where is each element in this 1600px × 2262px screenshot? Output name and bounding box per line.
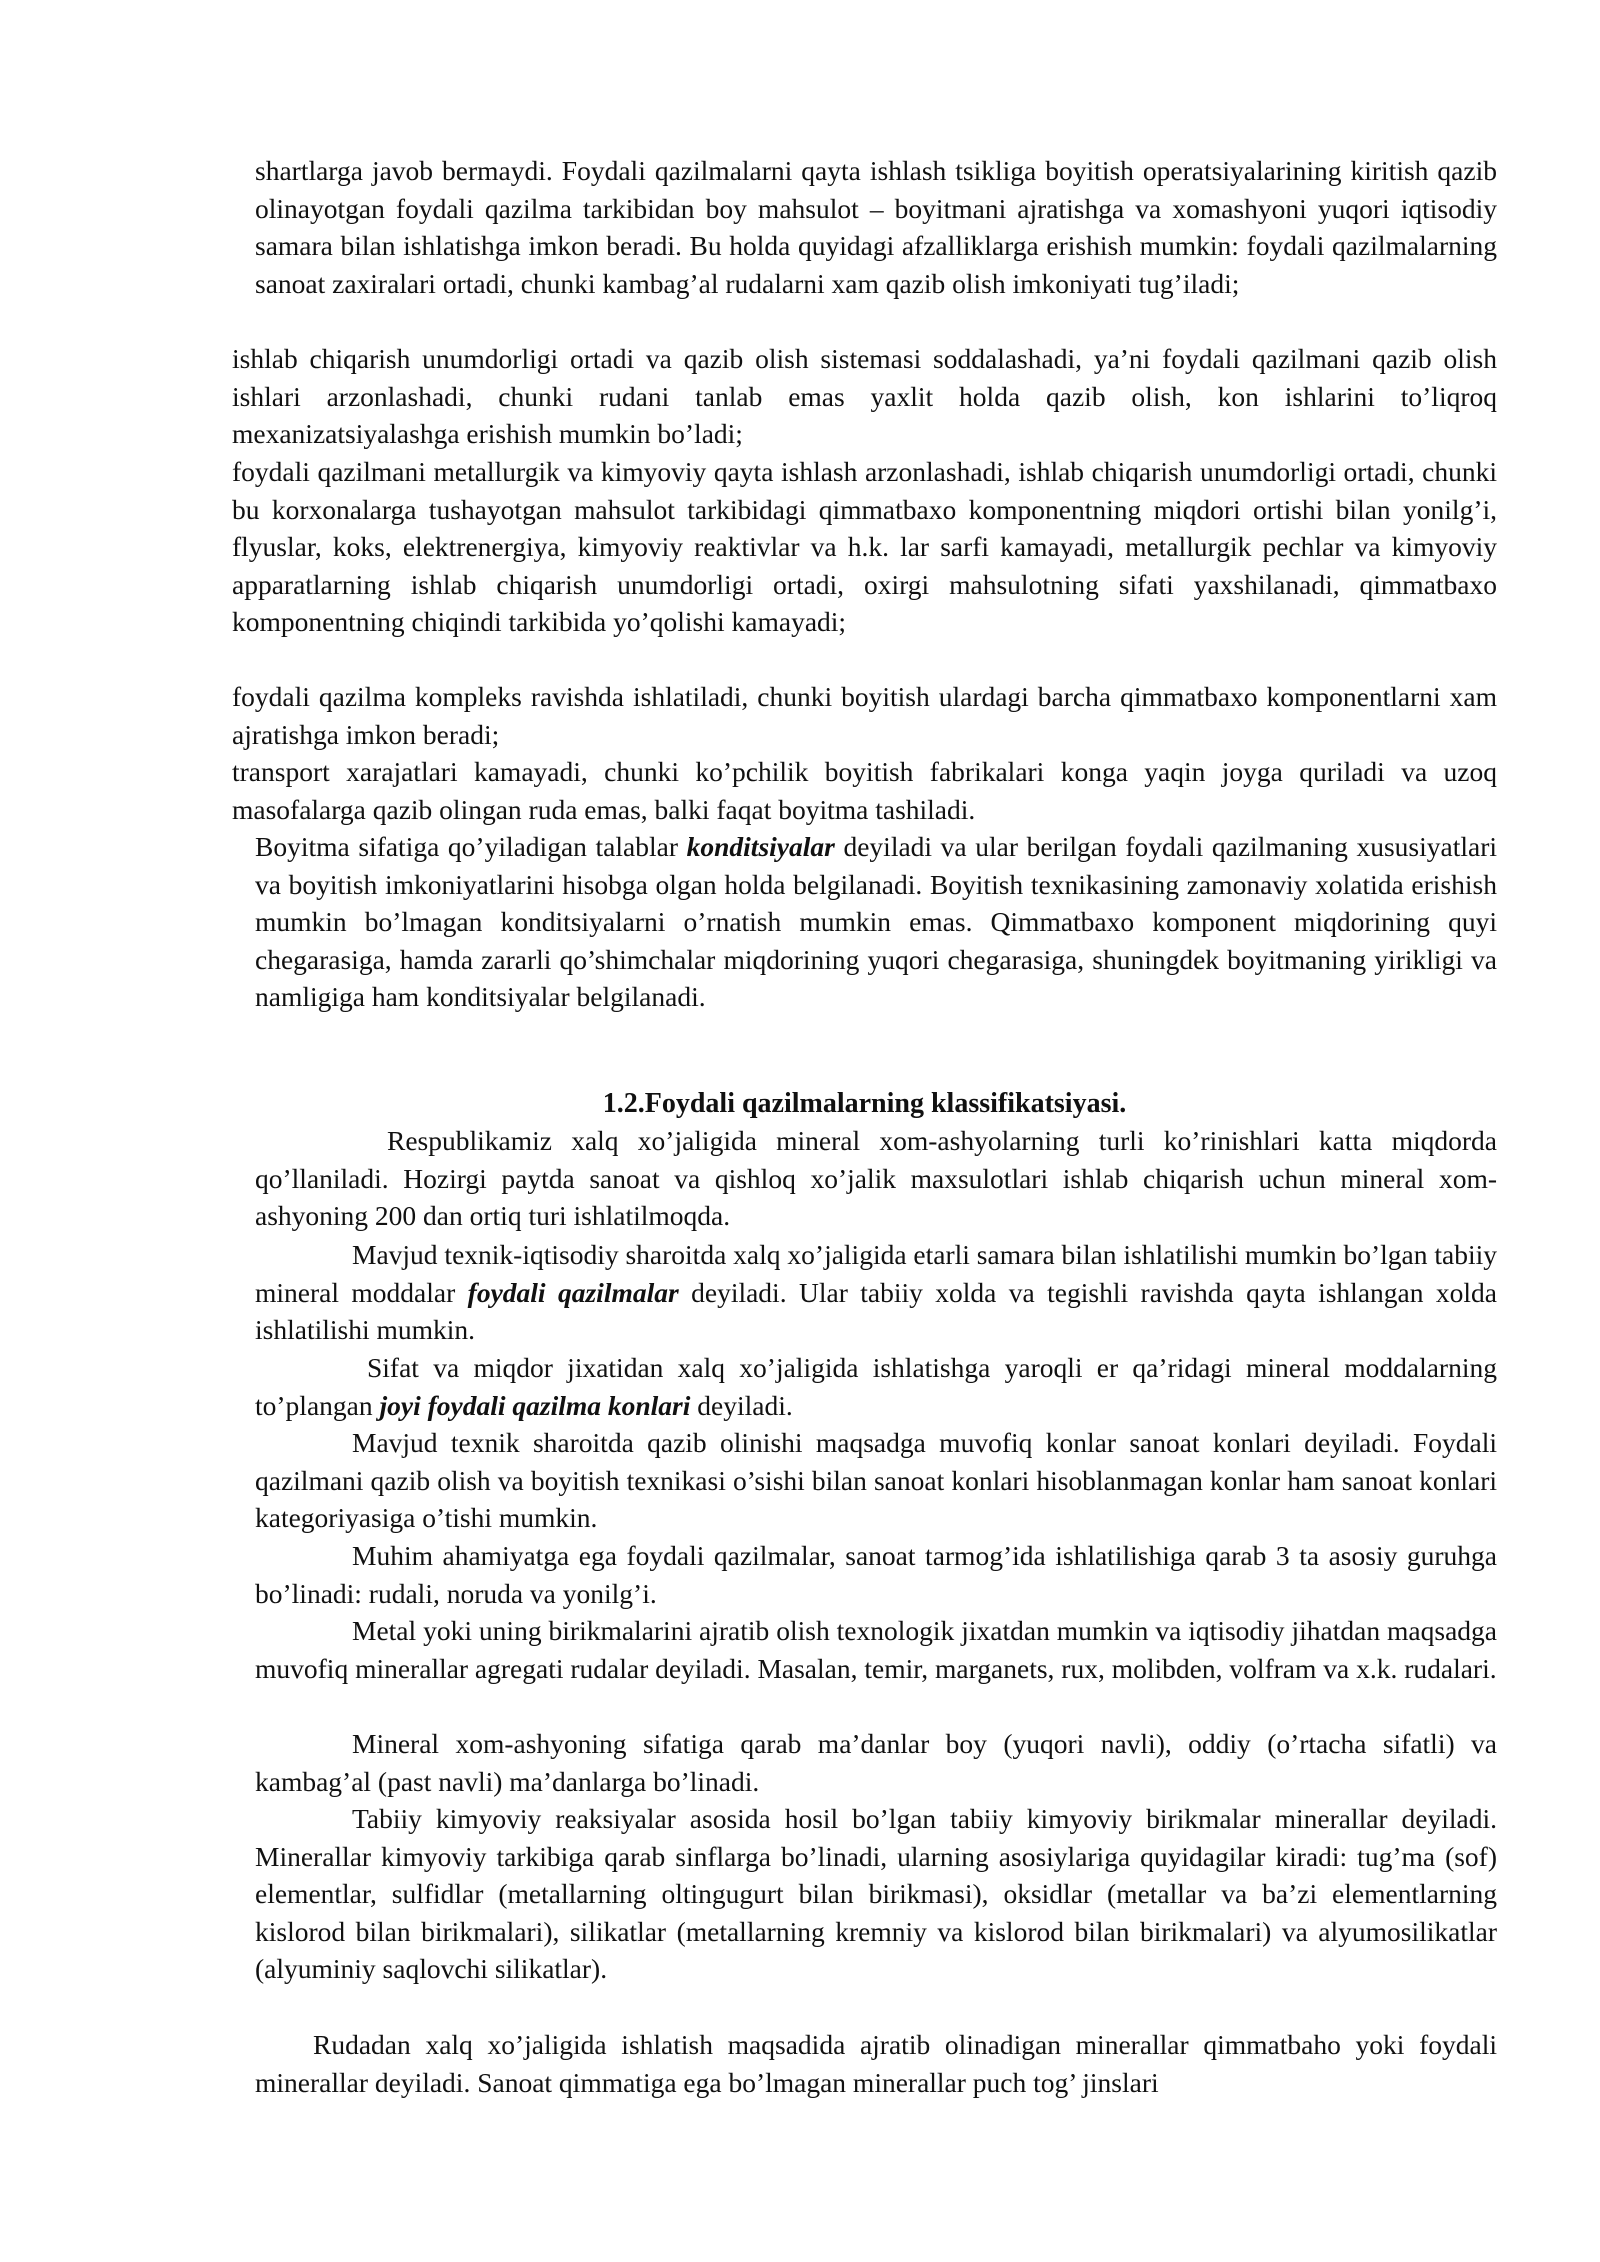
paragraph-mineral-raw: Respublikamiz xalq xo’jaligida mineral xom-ashyolarning turli ko’rinishlari katta miqdorda qo’llaniladi. Hozirgi paytda sanoat va qishloq xo’jalik maxsulotlari ishlab chiqarish uchun mineral xom-ashyoning 200 dan ortiq turi ishlatilmoqda. <box>255 1125 1497 1231</box>
text-run: deyiladi. <box>690 1389 793 1421</box>
paragraph-industrial-deposits: Mavjud texnik sharoitda qazib olinishi maqsadga muvofiq konlar sanoat konlari deyiladi. Foydali qazilmani qazib olish va boyitish texnikasi o’sishi bilan sanoat konlari hisoblanmagan konlar ham sanoat konlari kategoriyasiga o’tishi mumkin. <box>255 1427 1497 1533</box>
paragraph-intro: shartlarga javob bermaydi. Foydali qazilmalarni qayta ishlash tsikliga boyitish operatsiyalarining kiritish qazib olinayotgan foydali qazilma tarkibidan boy mahsulot – boyitmani ajratishga va xomashyoni yuqori iqtisodiy samara bilan ishlatishga imkon beradi. Bu holda quyidagi afzalliklarga erishish mumkin: foydali qazilmalarning sanoat zaxiralari ortadi, chunki kambag’al rudalarni xam qazib olish imkoniyati tug’iladi; <box>255 155 1497 299</box>
term-foydali-qazilmalar: foydali qazilmalar <box>467 1276 679 1308</box>
paragraph-conditions <box>255 828 1497 1016</box>
paragraph-transport: transport xarajatlari kamayadi, chunki ko’pchilik boyitish fabrikalari konga yaqin joyga quriladi va uzoq masofalarga qazib olingan ruda emas, balki faqat boyitma tashiladi. <box>232 756 1497 825</box>
paragraph-ores: Metal yoki uning birikmalarini ajratib olish texnologik jixatdan mumkin va iqtisodiy jihatdan maqsadga muvofiq minerallar agregati rudalar deyiladi. Masalan, temir, marganets, rux, molibden, volfram va x.k. rudalari. <box>255 1615 1497 1684</box>
term-konditsiyalar: konditsiyalar <box>686 831 835 862</box>
text-run: deyiladi va ular berilgan foydali qazilmaning xususiyatlari va boyitish imkoniyatlarini hisobga olgan holda belgilanadi. Boyitish texnikasining zamonaviy xolatida erishish mumkin bo’lmagan konditsiyalarni o’rnatish mumkin emas. Qimmatbaxo komponent miqdorining quyi chegarasiga, hamda zararli qo’shimchalar miqdorining yuqori chegarasiga, shuningdek boyitmaning yirikligi va namligiga ham konditsiyalar belgilanadi. <box>255 831 1497 1012</box>
text-run: Sifat va miqdor jixatidan xalq xo’jaligida ishlatishga yaroqli er qa’ridagi mineral moddalarning to’plangan <box>255 1352 1497 1421</box>
paragraph-groups: Muhim ahamiyatga ega foydali qazilmalar, sanoat tarmog’ida ishlatilishiga qarab 3 ta asosiy guruhga bo’linadi: rudali, noruda va yonilg’i. <box>255 1540 1497 1609</box>
paragraph-deposits <box>255 1349 1497 1424</box>
paragraph-ore-quality: Mineral xom-ashyoning sifatiga qarab ma’danlar boy (yuqori navli), oddiy (o’rtacha sifatli) va kambag’al (past navli) ma’danlarga bo’linadi. <box>255 1728 1497 1797</box>
paragraph-productivity: ishlab chiqarish unumdorligi ortadi va qazib olish sistemasi soddalashadi, ya’ni foydali qazilmani qazib olish ishlari arzonlashadi, chunki rudani tanlab emas yaxlit holda qazib olish, kon ishlarini to’liqroq mexanizatsiyalashga erishish mumkin bo’ladi; <box>232 343 1497 449</box>
paragraph-minerals: Tabiiy kimyoviy reaksiyalar asosida hosil bo’lgan tabiiy kimyoviy birikmalar minerallar deyiladi. Minerallar kimyoviy tarkibiga qarab sinflarga bo’linadi, ularning asosiylariga quyidagilar kiradi: tug’ma (sof) elementlar, sulfidlar (metallarning oltingugurt bilan birikmasi), oksidlar (metallar va ba’zi elementlarning kislorod bilan birikmalari), silikatlar (metallarning kremniy va kislorod bilan birikmalari) va alyumosilikatlar (alyuminiy saqlovchi silikatlar). <box>255 1803 1497 1984</box>
paragraph-valuable-minerals: Rudadan xalq xo’jaligida ishlatish maqsadida ajratib olinadigan minerallar qimmatbaho yoki foydali minerallar deyiladi. Sanoat qimmatiga ega bo’lmagan minerallar puch tog’ jinslari <box>255 2029 1497 2098</box>
term-konlari: joyi foydali qazilma konlari <box>379 1389 691 1421</box>
text-run: deyiladi. Ular tabiiy xolda va tegishli ravishda qayta ishlangan xolda ishlatilishi mumkin. <box>255 1276 1497 1345</box>
paragraph-useful-minerals <box>255 1236 1497 1349</box>
paragraph-metallurgy: foydali qazilmani metallurgik va kimyoviy qayta ishlash arzonlashadi, ishlab chiqarish unumdorligi ortadi, chunki bu korxonalarga tushayotgan mahsulot tarkibidagi qimmatbaxo komponentning miqdori ortishi bilan yonilg’i, flyuslar, koks, elektrenergiya, kimyoviy reaktivlar va h.k. lar sarfi kamayadi, metallurgik pechlar va kimyoviy apparatlarning ishlab chiqarish unumdorligi ortadi, oxirgi mahsulotning sifati yaxshilanadi, qimmatbaxo komponentning chiqindi tarkibida yo’qolishi kamayadi; <box>232 456 1497 637</box>
section-heading: 1.2.Foydali qazilmalarning klassifikatsiyasi. <box>602 1088 1127 1119</box>
text-run: Boyitma sifatiga qo’yiladigan talablar <box>255 831 687 862</box>
paragraph-complex-use: foydali qazilma kompleks ravishda ishlatiladi, chunki boyitish ulardagi barcha qimmatbaxo komponentlarni xam ajratishga imkon beradi; <box>232 681 1497 750</box>
text-run: Mavjud texnik-iqtisodiy sharoitda xalq xo’jaligida etarli samara bilan ishlatilishi mumkin bo’lgan tabiiy mineral moddalar <box>255 1239 1497 1308</box>
